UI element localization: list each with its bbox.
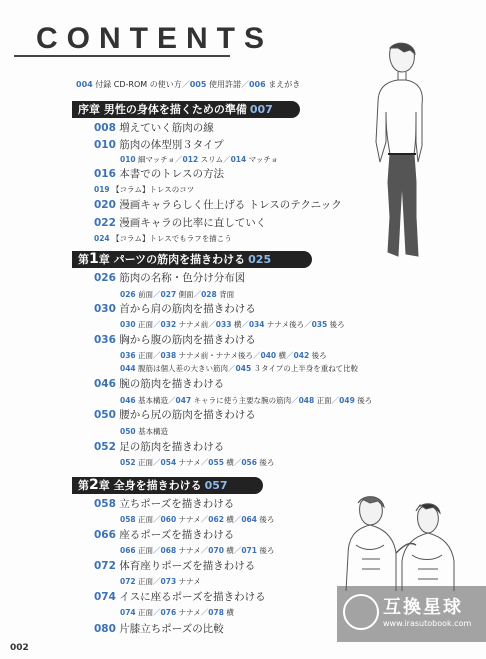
toc-entry[interactable]: 072 体育座りポーズを描きわける (94, 560, 256, 572)
chapter-header-prologue[interactable]: 序章 男性の身体を描くための準備 007 (72, 101, 300, 118)
toc-subentry[interactable]: 010 細マッチョ／012 スリム／014 マッチョ (120, 155, 279, 164)
toc-entry[interactable]: 030 首から肩の筋肉を描きわける (94, 303, 256, 315)
standing-figure-illustration (360, 42, 440, 272)
toc-entry[interactable]: 046 腕の筋肉を描きわける (94, 378, 225, 390)
toc-subentry[interactable]: 024 【コラム】トレスでもラフを描こう (94, 234, 232, 243)
watermark-title: 互換星球 (383, 597, 463, 618)
toc-subentry[interactable]: 052 正面／054 ナナメ／055 横／056 後ろ (120, 458, 275, 467)
toc-entry[interactable]: 052 足の筋肉を描きわける (94, 441, 225, 453)
toc-entry[interactable]: 036 胸から腹の筋肉を描きわける (94, 334, 256, 346)
toc-entry[interactable]: 008 増えていく筋肉の線 (94, 122, 214, 134)
toc-subentry[interactable]: 044 腹筋は個人差の大きい筋肉／045 ３タイプの上半身を重ねて比較 (120, 364, 359, 373)
toc-entry[interactable]: 066 座るポーズを描きわける (94, 529, 235, 541)
toc-entry[interactable]: 020 漫画キャラらしく仕上げる トレスのテクニック (94, 199, 342, 211)
toc-entry[interactable]: 074 イスに座るポーズを描きわける (94, 591, 266, 603)
toc-entry[interactable]: 050 腰から尻の筋肉を描きわける (94, 409, 256, 421)
page-title: CONTENTS (36, 22, 273, 55)
chapter-header-2[interactable]: 第2章 全身を描きわける 057 (72, 477, 263, 494)
intro-line: 004 付録 CD-ROM の使い方／005 使用許諾／006 まえがき (76, 80, 301, 89)
page-number: 002 (10, 643, 29, 653)
toc-entry[interactable]: 016 本書でのトレスの方法 (94, 168, 224, 180)
toc-entry[interactable]: 026 筋肉の名称・色分け分布図 (94, 272, 246, 284)
toc-subentry[interactable]: 030 正面／032 ナナメ前／033 横／034 ナナメ後ろ／035 後ろ (120, 320, 345, 329)
watermark-logo (337, 586, 486, 642)
toc-entry[interactable]: 022 漫画キャラの比率に直していく (94, 217, 267, 229)
toc-subentry[interactable]: 058 正面／060 ナナメ／062 横／064 後ろ (120, 515, 275, 524)
toc-entry[interactable]: 080 片膝立ちポーズの比較 (94, 623, 224, 635)
toc-entry[interactable]: 010 筋肉の体型別３タイプ (94, 139, 224, 151)
toc-subentry[interactable]: 066 正面／068 ナナメ／070 横／071 後ろ (120, 546, 275, 555)
toc-subentry[interactable]: 074 正面／076 ナナメ／078 横 (120, 608, 234, 617)
title-underline (14, 55, 230, 57)
two-figures-illustration (340, 495, 460, 595)
toc-entry[interactable]: 058 立ちポーズを描きわける (94, 498, 235, 510)
toc-subentry[interactable]: 036 正面／038 ナナメ前・ナナメ後ろ／040 横／042 後ろ (120, 351, 327, 360)
toc-subentry[interactable]: 019 【コラム】トレスのコツ (94, 185, 195, 194)
toc-subentry[interactable]: 026 前面／027 側面／028 背面 (120, 290, 235, 299)
planet-icon (343, 594, 379, 630)
chapter-header-1[interactable]: 第1章 パーツの筋肉を描きわける 025 (72, 251, 312, 268)
watermark-url: www.irasutobook.com (383, 619, 472, 628)
toc-subentry[interactable]: 046 基本構造／047 キャラに使う主要な腕の筋肉／048 正面／049 後ろ (120, 396, 373, 405)
toc-subentry[interactable]: 072 正面／073 ナナメ (120, 577, 201, 586)
toc-subentry[interactable]: 050 基本構造 (120, 427, 169, 436)
